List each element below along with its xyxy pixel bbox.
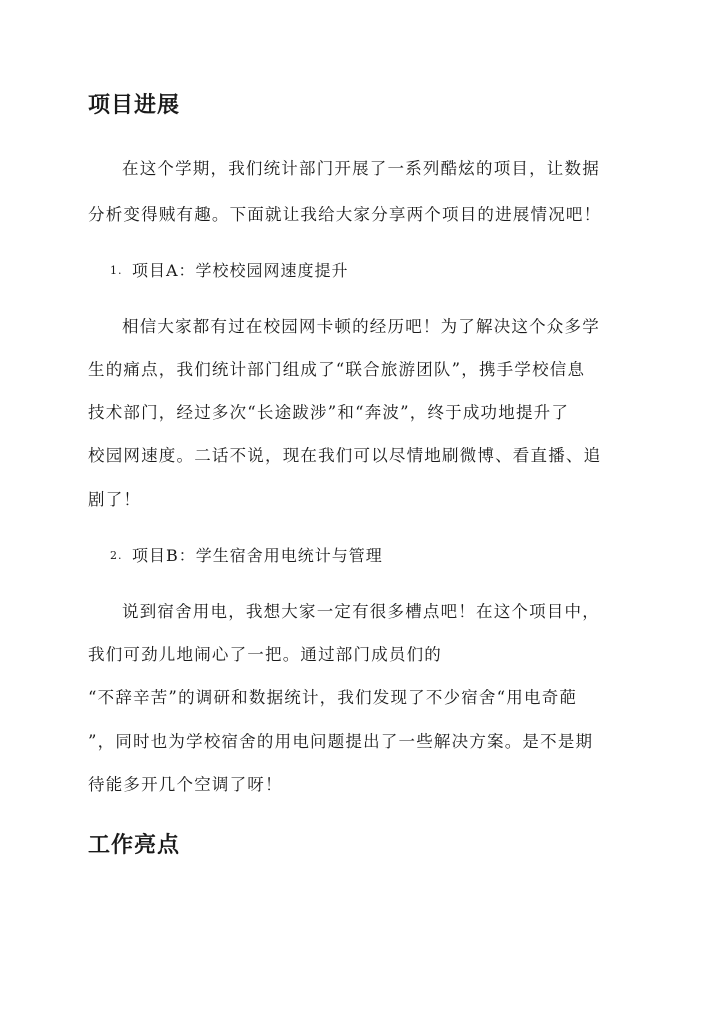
section-heading-progress: 项目进展 [88, 92, 181, 118]
list-number: 2. [110, 549, 123, 562]
project-a-line-1: 相信大家都有过在校园网卡顿的经历吧！为了解决这个众多学 [122, 317, 600, 336]
project-title: 项目A：学校校园网速度提升 [132, 261, 349, 280]
project-a-line-2: 生的痛点，我们统计部门组成了“联合旅游团队”，携手学校信息 [88, 360, 586, 379]
project-a-line-3: 技术部门，经过多次“长途跋涉”和“奔波”，终于成功地提升了 [88, 403, 570, 422]
project-a-line-5: 剧了！ [88, 490, 142, 509]
project-b-line-5: 待能多开几个空调了呀！ [88, 775, 283, 794]
intro-line-2: 分析变得贼有趣。下面就让我给大家分享两个项目的进展情况吧！ [88, 205, 602, 224]
project-b-heading [110, 543, 383, 566]
project-a-heading [110, 258, 349, 281]
project-b-line-2: 我们可劲儿地闹心了一把。通过部门成员们的 [88, 645, 442, 664]
intro-line-1: 在这个学期，我们统计部门开展了一系列酷炫的项目，让数据 [122, 159, 600, 178]
project-title: 项目B：学生宿舍用电统计与管理 [132, 546, 383, 565]
project-b-line-1: 说到宿舍用电，我想大家一定有很多槽点吧！在这个项目中， [122, 602, 600, 621]
project-b-line-4: ”，同时也为学校宿舍的用电问题提出了一些解决方案。是不是期 [88, 732, 594, 751]
project-a-line-4: 校园网速度。二话不说，现在我们可以尽情地刷微博、看直播、追 [88, 446, 602, 465]
list-number: 1. [110, 264, 123, 277]
section-heading-highlights: 工作亮点 [88, 832, 181, 858]
project-b-line-3: “不辞辛苦”的调研和数据统计，我们发现了不少宿舍“用电奇葩 [88, 688, 578, 707]
